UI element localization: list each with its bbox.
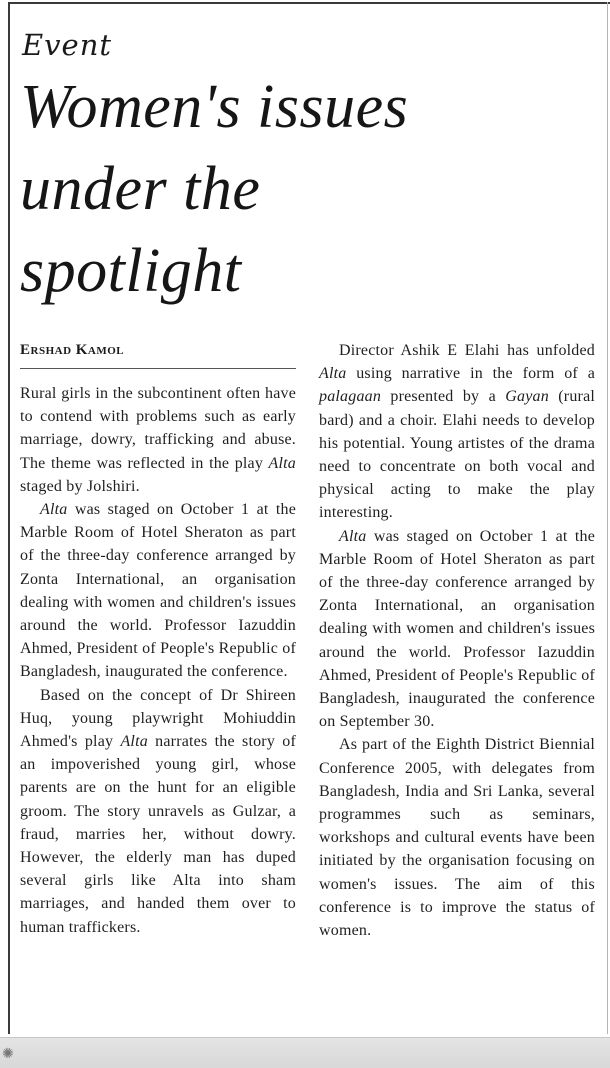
section-label: Event <box>22 28 113 62</box>
left-rule <box>8 2 10 1034</box>
left-paragraph-2: Alta was staged on October 1 at the Marble Room of Hotel Sheraton as part of the three-day conference arranged by Zonta International, an organisation dealing with women and children's issues around the world. Professor Iazuddin Ahmed, President of People's Republic of Bangladesh, inaugurated the conference. <box>20 501 296 681</box>
right-rule <box>607 2 608 1034</box>
headline-line-3: spotlight <box>20 237 242 305</box>
left-paragraph-1: Rural girls in the subcontinent often have to contend with problems such as early marriage, dowry, trafficking and abuse. The theme was reflected in the play Alta staged by Jolshiri. <box>20 385 296 495</box>
bottom-band <box>0 1037 610 1068</box>
byline: Ershad Kamol <box>20 342 125 358</box>
right-column <box>319 339 595 942</box>
right-paragraph-1: Director Ashik E Elahi has unfolded Alta using narrative in the form of a palagaan presented by a Gayan (rural bard) and a choir. Elahi needs to develop his potential. Young artistes of the drama need to concentrate on both vocal and physical acting to make the play interesting. <box>319 342 596 522</box>
headline <box>20 66 580 312</box>
byline-rule <box>20 368 296 369</box>
top-rule <box>8 2 610 4</box>
right-paragraph-2: Alta was staged on October 1 at the Marble Room of Hotel Sheraton as part of the three-day conference arranged by Zonta International, an organisation dealing with women and children's issues around the world. Professor Iazuddin Ahmed, President of People's Republic of Bangladesh, inaugurated the conference on September 30. <box>319 527 595 731</box>
left-column <box>20 382 296 939</box>
headline-line-2: under the <box>20 155 261 223</box>
left-paragraph-3: Based on the concept of Dr Shireen Huq, young playwright Mohiuddin Ahmed's play Alta narrates the story of an impoverished young girl, whose parents are on the hunt for an eligible groom. The story unravels as Gulzar, a fraud, marries her, without dowry. However, the elderly man has duped several girls like Alta into sham marriages, and handed them over to human traffickers. <box>20 686 296 936</box>
sunburst-icon: ✺ <box>2 1046 14 1062</box>
headline-line-1: Women's issues <box>20 73 409 141</box>
right-paragraph-3: As part of the Eighth District Biennial Conference 2005, with delegates from Bangladesh, India and Sri Lanka, several programmes such as seminars, workshops and cultural events have been initiated by the organisation focusing on women's issues. The aim of this conference is to improve the status of women. <box>319 736 595 940</box>
